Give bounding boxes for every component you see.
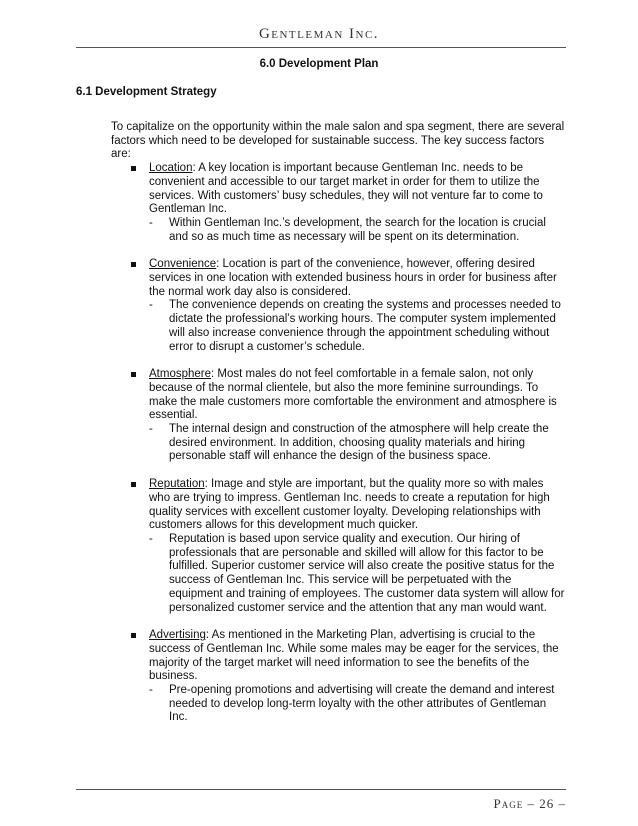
intro-paragraph: To capitalize on the opportunity within the male salon and spa segment, there are several factors which need to be developed for sustainable success. The key success factors are:: [111, 121, 565, 161]
running-header: Gentleman Inc.: [258, 26, 380, 42]
square-bullet-icon: [131, 372, 136, 377]
subsection-title: 6.1 Development Strategy: [76, 86, 217, 98]
header-rule: [76, 47, 566, 48]
sub-point: [149, 299, 566, 354]
factor-term: Convenience: [149, 258, 217, 271]
dash-icon: -: [149, 423, 153, 436]
body-content: [111, 121, 566, 739]
factor-text: : Most males do not feel comfortable in a female salon, not only because of the normal clientele, but also the more feminine surroundings. To make the male customers more comfortable the environment and atmosphere is essential.: [149, 368, 557, 422]
sub-point-text: Reputation is based upon service quality and execution. Our hiring of professionals that are personable and skilled will allow for this factor to be fulfilled. Superior customer service will also create the positive status for the success of Gentleman Inc. This service will be perpetuated with the equipment and training of employees. The customer data system will allow for personalized customer service and the attention that any man would want.: [169, 532, 565, 614]
factor-list: [111, 162, 566, 725]
sub-point-text: Within Gentleman Inc.’s development, the search for the location is crucial and so as much time as necessary will be spent on its determination.: [169, 216, 546, 243]
dash-icon: -: [149, 684, 153, 697]
factor-term: Atmosphere: [149, 368, 212, 381]
factor-text: : A key location is important because Gentleman Inc. needs to be convenient and accessible to our target market in order for them to utilize the services. With customers’ busy schedules, they will not venture far to come to Gentleman Inc.: [149, 162, 543, 216]
list-item: [111, 258, 566, 354]
footer-rule: [76, 789, 566, 790]
square-bullet-icon: [131, 262, 136, 267]
list-item: [111, 368, 566, 464]
sub-point-text: Pre-opening promotions and advertising will create the demand and interest needed to develop long-term loyalty with the other attributes of Gentleman Inc.: [169, 684, 555, 724]
factor-text: : As mentioned in the Marketing Plan, advertising is crucial to the success of Gentleman Inc. While some males may be eager for the services, the majority of the target market will need information to see the benefits of the business.: [149, 629, 559, 683]
dash-icon: -: [149, 532, 153, 545]
sub-point: [149, 217, 566, 244]
factor-term: Advertising: [149, 629, 206, 642]
list-item: [111, 629, 566, 725]
factor-term: Reputation: [149, 478, 205, 491]
dash-icon: -: [149, 216, 153, 229]
square-bullet-icon: [131, 633, 136, 638]
sub-point: [149, 684, 566, 725]
sub-point-text: The internal design and construction of the atmosphere will help create the desired environment. In addition, choosing quality materials and hiring personable staff will enhance the design of the business space.: [169, 423, 549, 463]
factor-text: : Image and style are important, but the quality more so with males who are trying to impress. Gentleman Inc. needs to create a reputation for high quality services with excellent customer loyalty. Developing relationships with customers allows for this development much quicker.: [149, 478, 550, 532]
section-title: 6.0 Development Plan: [259, 58, 379, 70]
square-bullet-icon: [131, 482, 136, 487]
factor-term: Location: [149, 162, 193, 175]
square-bullet-icon: [131, 166, 136, 171]
sub-point: [149, 423, 566, 464]
sub-point-text: The convenience depends on creating the systems and processes needed to dictate the professional’s working hours. The computer system implemented will also increase convenience through the appointment scheduling without error to disrupt a customer’s schedule.: [169, 299, 561, 353]
list-item: [111, 162, 566, 244]
sub-point: [149, 533, 566, 615]
list-item: [111, 478, 566, 615]
page-number: Page – 26 –: [493, 796, 566, 811]
factor-text: : Location is part of the convenience, however, offering desired services in one location with extended business hours in order for business after the normal work day also is considered.: [149, 258, 557, 298]
dash-icon: -: [149, 299, 153, 312]
